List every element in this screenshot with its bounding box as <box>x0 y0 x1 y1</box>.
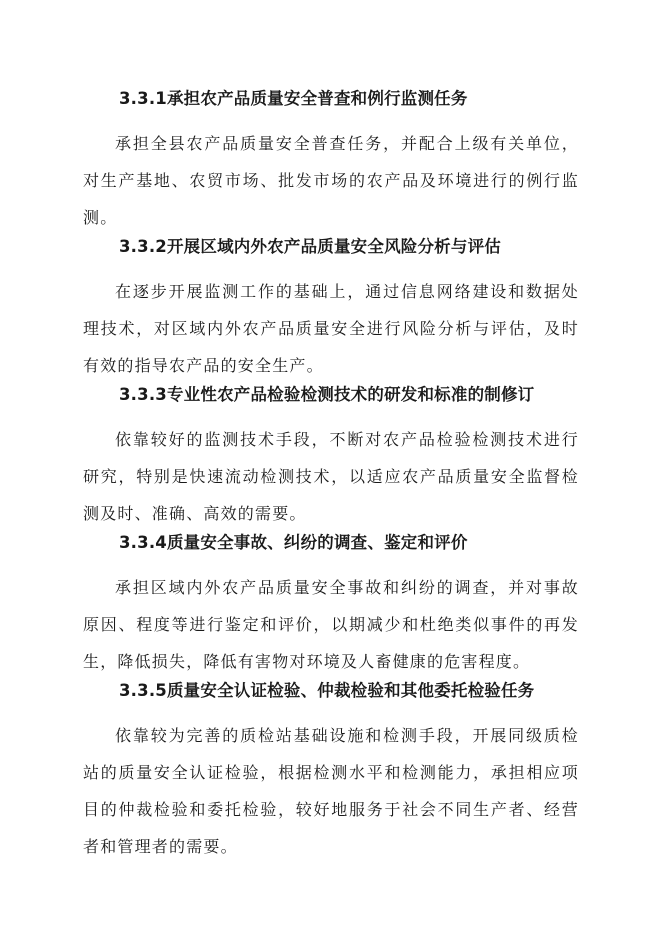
section-3-3-2 <box>83 236 579 384</box>
section-body: 在逐步开展监测工作的基础上，通过信息网络建设和数据处理技术，对区域内外农产品质量安全进行风险分析与评估，及时有效的指导农产品的安全生产。 <box>83 282 579 375</box>
section-heading: 3.3.1承担农产品质量安全普查和例行监测任务 <box>119 89 468 108</box>
section-3-3-3 <box>83 384 579 532</box>
section-body: 依靠较为完善的质检站基础设施和检测手段，开展同级质检站的质量安全认证检验，根据检测水平和检测能力，承担相应项目的仲裁检验和委托检验，较好地服务于社会不同生产者、经营者和管理者的需要。 <box>83 726 579 856</box>
section-3-3-1 <box>83 88 579 236</box>
section-3-3-4 <box>83 532 579 680</box>
section-heading: 3.3.2开展区域内外农产品质量安全风险分析与评估 <box>119 237 501 256</box>
section-body: 承担区域内外农产品质量安全事故和纠纷的调查，并对事故原因、程度等进行鉴定和评价，以期减少和杜绝类似事件的再发生，降低损失，降低有害物对环境及人畜健康的危害程度。 <box>83 578 579 671</box>
section-heading: 3.3.3专业性农产品检验检测技术的研发和标准的制修订 <box>119 385 535 404</box>
section-heading: 3.3.4质量安全事故、纠纷的调查、鉴定和评价 <box>119 533 468 552</box>
section-body: 依靠较好的监测技术手段，不断对农产品检验检测技术进行研究，特别是快速流动检测技术，以适应农产品质量安全监督检测及时、准确、高效的需要。 <box>83 430 579 523</box>
section-3-3-5 <box>83 680 579 865</box>
section-body: 承担全县农产品质量安全普查任务，并配合上级有关单位，对生产基地、农贸市场、批发市场的农产品及环境进行的例行监测。 <box>83 134 579 227</box>
section-heading: 3.3.5质量安全认证检验、仲裁检验和其他委托检验任务 <box>119 681 535 700</box>
